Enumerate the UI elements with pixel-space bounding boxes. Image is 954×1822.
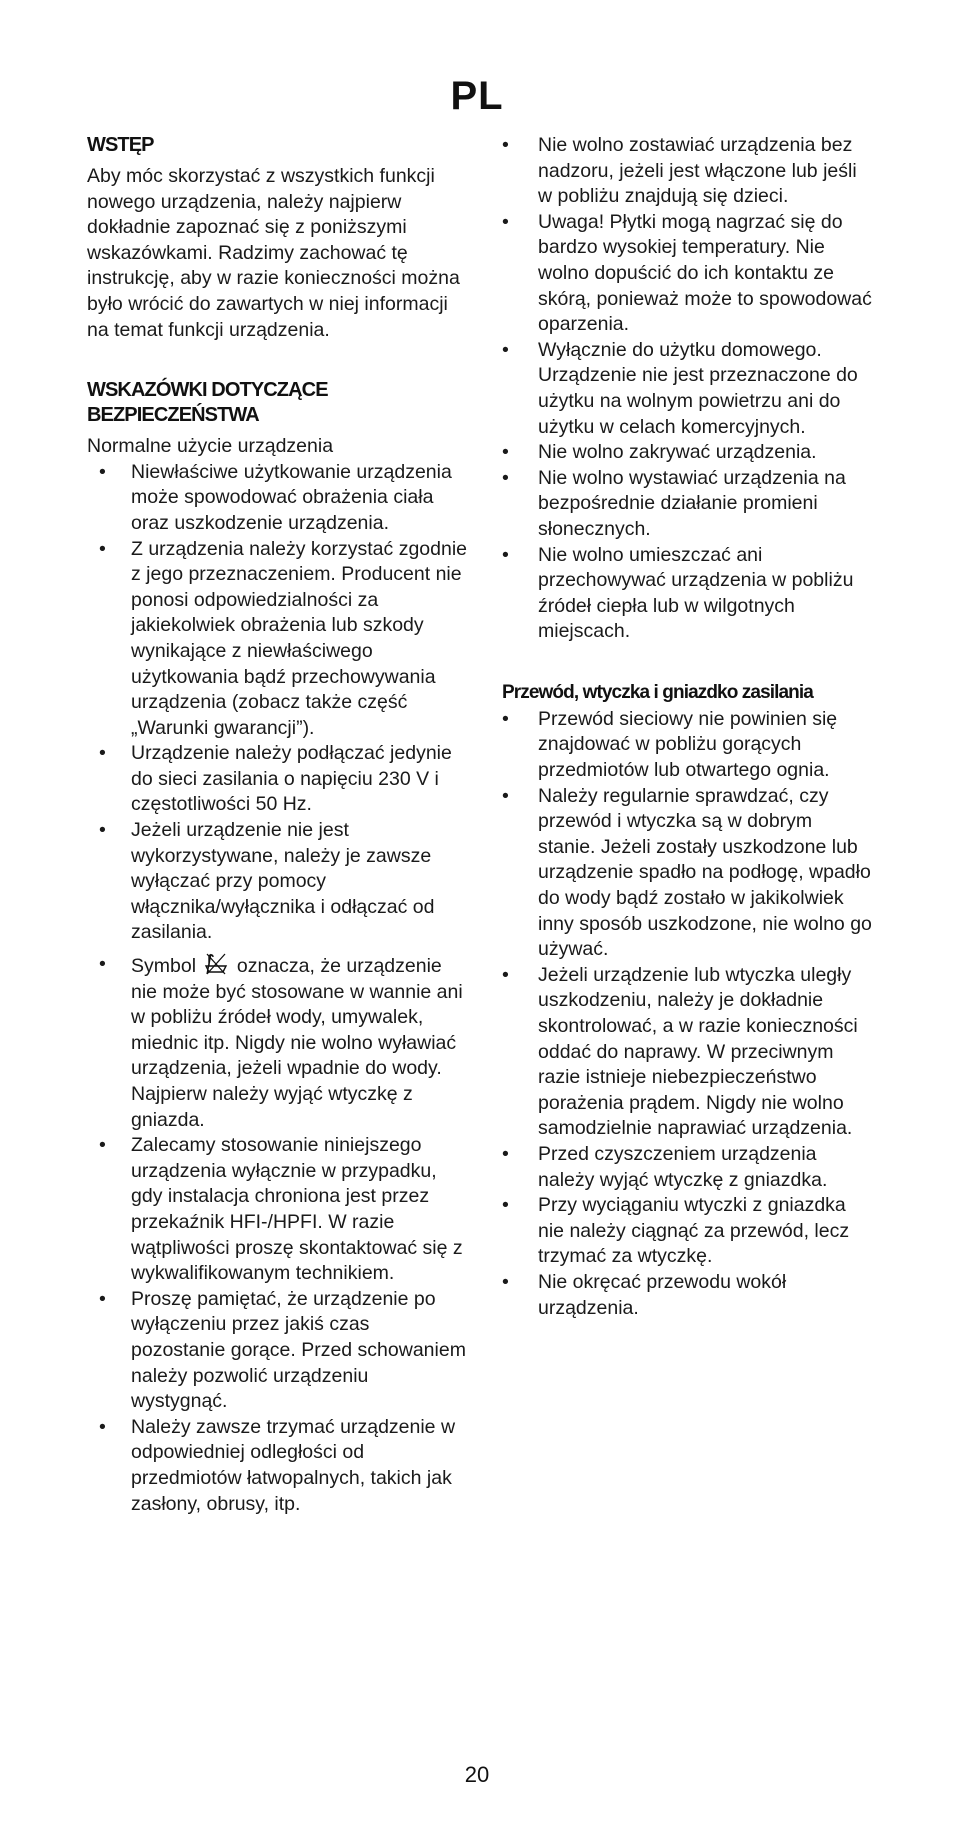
list-item: • Nie wolno wystawiać urządzenia na bezpośrednie działanie promieni słonecznych. [502,466,846,540]
list-item-text: Należy zawsze trzymać urządzenie w odpowiedniej odległości od przedmiotów łatwopalnych, takich jak zasłony, obrusy, itp. [131,1415,456,1515]
list-item-text: Nie wolno umieszczać ani przechowywać urządzenia w pobliżu źródeł ciepła lub w wilgotnych miejscach. [538,543,854,643]
list-item-text: Wyłącznie do użytku domowego. Urządzenie nie jest przeznaczone do użytku na wolnym powietrzu ani do użytku w celach komercyjnych. [538,338,858,438]
safety-subtitle: Normalne użycie urządzenia [87,435,334,458]
list-item: • Wyłącznie do użytku domowego. Urządzenie nie jest przeznaczone do użytku na wolnym powietrzu ani do użytku w celach komercyjnych. [502,338,858,438]
page-heading: PL [450,74,504,118]
list-item-text: Z urządzenia należy korzystać zgodnie z jego przeznaczeniem. Producent nie ponosi odpowiedzialności za jakiekolwiek obrażenia lub szkody wynikające z niewłaściwego użytkowania bądź przechowywania urządzenia (zobacz także część „Warunki gwarancji”). [131,537,468,739]
list-item-text: Niewłaściwe użytkowanie urządzenia może spowodować obrażenia ciała oraz uszkodzenie urządzenia. [131,460,452,534]
list-item: • Zalecamy stosowanie niniejszego urządzenia wyłącznie w przypadku, gdy instalacja chroniona jest przez przekaźnik HFI-/HPFI. W razie wątpliwości proszę skontaktować się z wykwalifikowanym technikiem. [99,1134,463,1285]
list-item: • Symbol oznacza, że urządzenie nie może być stosowane w wannie ani w pobliżu źródeł wody, umywalek, miednic itp. Nigdy nie wolno wyławiać urządzenia, jeżeli wpadnie do wody. Najpierw należy wyjąć wtyczkę z gniazda. [99,953,463,1131]
intro-text: Aby móc skorzystać z wszystkich funkcji nowego urządzenia, należy najpierw dokładnie zapoznać się z poniższymi wskazówkami. Radzimy zachować tę instrukcję, aby w razie konieczności można było wrócić do zawartych w niej informacji na temat funkcji urządzenia. [87,165,460,341]
list-item: • Nie wolno umieszczać ani przechowywać urządzenia w pobliżu źródeł ciepła lub w wilgotnych miejscach. [502,543,854,643]
list-item: • Należy regularnie sprawdzać, czy przewód i wtyczka są w dobrym stanie. Jeżeli zostały uszkodzone lub urządzenie spadło na podłogę, wpadło do wody bądź zostało w jakikolwiek inny sposób uszkodzone, nie wolno go używać. [502,784,872,961]
list-item-text: Jeżeli urządzenie lub wtyczka uległy uszkodzeniu, należy je dokładnie skontrolować, a w razie konieczności oddać do naprawy. W przeciwnym razie istnieje niebezpieczeństwo porażenia prądem. Nigdy nie wolno samodzielnie naprawiać urządzenia. [538,963,858,1140]
list-item-text: Przed czyszczeniem urządzenia należy wyjąć wtyczkę z gniazdka. [538,1142,828,1191]
list-item-text: Nie wolno zostawiać urządzenia bez nadzoru, jeżeli jest włączone lub jeśli w pobliżu znajdują się dzieci. [538,134,857,208]
page-number: 20 [464,1762,490,1787]
list-item: • Niewłaściwe użytkowanie urządzenia może spowodować obrażenia ciała oraz uszkodzenie urządzenia. [99,460,452,534]
intro-title: WSTĘP [87,134,154,156]
list-item: • Proszę pamiętać, że urządzenie po wyłączeniu przez jakiś czas pozostanie gorące. Przed schowaniem należy pozwolić urządzeniu wystygnąć. [99,1287,466,1413]
list-item-text: Urządzenie należy podłączać jedynie do sieci zasilania o napięciu 230 V i częstotliwości 50 Hz. [131,742,452,816]
list-item-text: Przy wyciąganiu wtyczki z gniazdka nie należy ciągnąć za przewód, lecz trzymać za wtyczkę. [538,1194,850,1268]
no-bath-icon [203,952,229,976]
list-item-text: Nie wolno wystawiać urządzenia na bezpośrednie działanie promieni słonecznych. [538,466,846,540]
list-item: • Należy zawsze trzymać urządzenie w odpowiedniej odległości od przedmiotów łatwopalnych, takich jak zasłony, obrusy, itp. [99,1415,456,1515]
list-item-text: Proszę pamiętać, że urządzenie po wyłączeniu przez jakiś czas pozostanie gorące. Przed schowaniem należy pozwolić urządzeniu wystygnąć. [131,1287,466,1413]
safety-bullet-list [87,460,467,1517]
list-item: • Przy wyciąganiu wtyczki z gniazdka nie należy ciągnąć za przewód, lecz trzymać za wtyczkę. [502,1194,850,1268]
list-item: • Uwaga! Płytki mogą nagrzać się do bardzo wysokiej temperatury. Nie wolno dopuścić do ich kontaktu ze skórą, ponieważ może to spowodować oparzenia. [502,210,872,336]
cord-title: Przewód, wtyczka i gniazdko zasilania [502,681,813,703]
list-item: • Jeżeli urządzenie lub wtyczka uległy uszkodzeniu, należy je dokładnie skontrolować, a w razie konieczności oddać do naprawy. W przeciwnym razie istnieje niebezpieczeństwo porażenia prądem. Nigdy nie wolno samodzielnie naprawiać urządzenia. [502,963,858,1140]
list-item: • Nie okręcać przewodu wokół urządzenia. [502,1270,787,1319]
symbol-label: Symbol [131,955,197,978]
list-item-text: Uwaga! Płytki mogą nagrzać się do bardzo wysokiej temperatury. Nie wolno dopuścić do ich kontaktu ze skórą, ponieważ może to spowodować oparzenia. [538,210,872,336]
list-item: • Nie wolno zakrywać urządzenia. [502,441,817,464]
list-item: • Przed czyszczeniem urządzenia należy wyjąć wtyczkę z gniazdka. [502,1142,828,1191]
list-item: • Z urządzenia należy korzystać zgodnie z jego przeznaczeniem. Producent nie ponosi odpowiedzialności za jakiekolwiek obrażenia lub szkody wynikające z niewłaściwego użytkowania bądź przechowywania urządzenia (zobacz także część „Warunki gwarancji”). [99,537,468,739]
list-item: • Przewód sieciowy nie powinien się znajdować w pobliżu gorących przedmiotów lub otwartego ognia. [502,707,838,782]
safety-title: WSKAZÓWKI DOTYCZĄCE BEZPIECZEŃSTWA [87,379,328,427]
list-item-text: Zalecamy stosowanie niniejszego urządzenia wyłącznie w przypadku, gdy instalacja chroniona jest przez przekaźnik HFI-/HPFI. W razie wątpliwości proszę skontaktować się z wykwalifikowanym technikiem. [131,1134,463,1285]
list-item-text: Nie wolno zakrywać urządzenia. [538,441,817,464]
cord-bullet-list [502,707,874,1321]
list-item-text: Należy regularnie sprawdzać, czy przewód i wtyczka są w dobrym stanie. Jeżeli zostały uszkodzone lub urządzenie spadło na podłogę, wpadło do wody bądź zostało w jakikolwiek inny sposób uszkodzone, nie wolno go używać. [538,784,872,961]
list-item-text: Nie okręcać przewodu wokół urządzenia. [538,1270,787,1319]
list-item-text: Jeżeli urządzenie nie jest wykorzystywane, należy je zawsze wyłączać przy pomocy włącznika/wyłącznika i odłączać od zasilania. [131,819,435,944]
list-item: • Jeżeli urządzenie nie jest wykorzystywane, należy je zawsze wyłączać przy pomocy włącznika/wyłącznika i odłączać od zasilania. [99,819,435,944]
list-item: • Nie wolno zostawiać urządzenia bez nadzoru, jeżeli jest włączone lub jeśli w pobliżu znajdują się dzieci. [502,134,857,208]
symbol-description: oznacza, że urządzenie nie może być stosowane w wannie ani w pobliżu źródeł wody, umywalek, miednic itp. Nigdy nie wolno wyławiać urządzenia, jeżeli wpadnie do wody. Najpierw należy wyjąć wtyczkę z gniazda. [131,955,463,1131]
right-bullet-list [502,133,874,645]
list-item-text: Przewód sieciowy nie powinien się znajdować w pobliżu gorących przedmiotów lub otwartego ognia. [538,707,838,782]
list-item: • Urządzenie należy podłączać jedynie do sieci zasilania o napięciu 230 V i częstotliwości 50 Hz. [99,742,452,816]
right-column [502,133,874,1321]
left-column [87,133,467,1517]
